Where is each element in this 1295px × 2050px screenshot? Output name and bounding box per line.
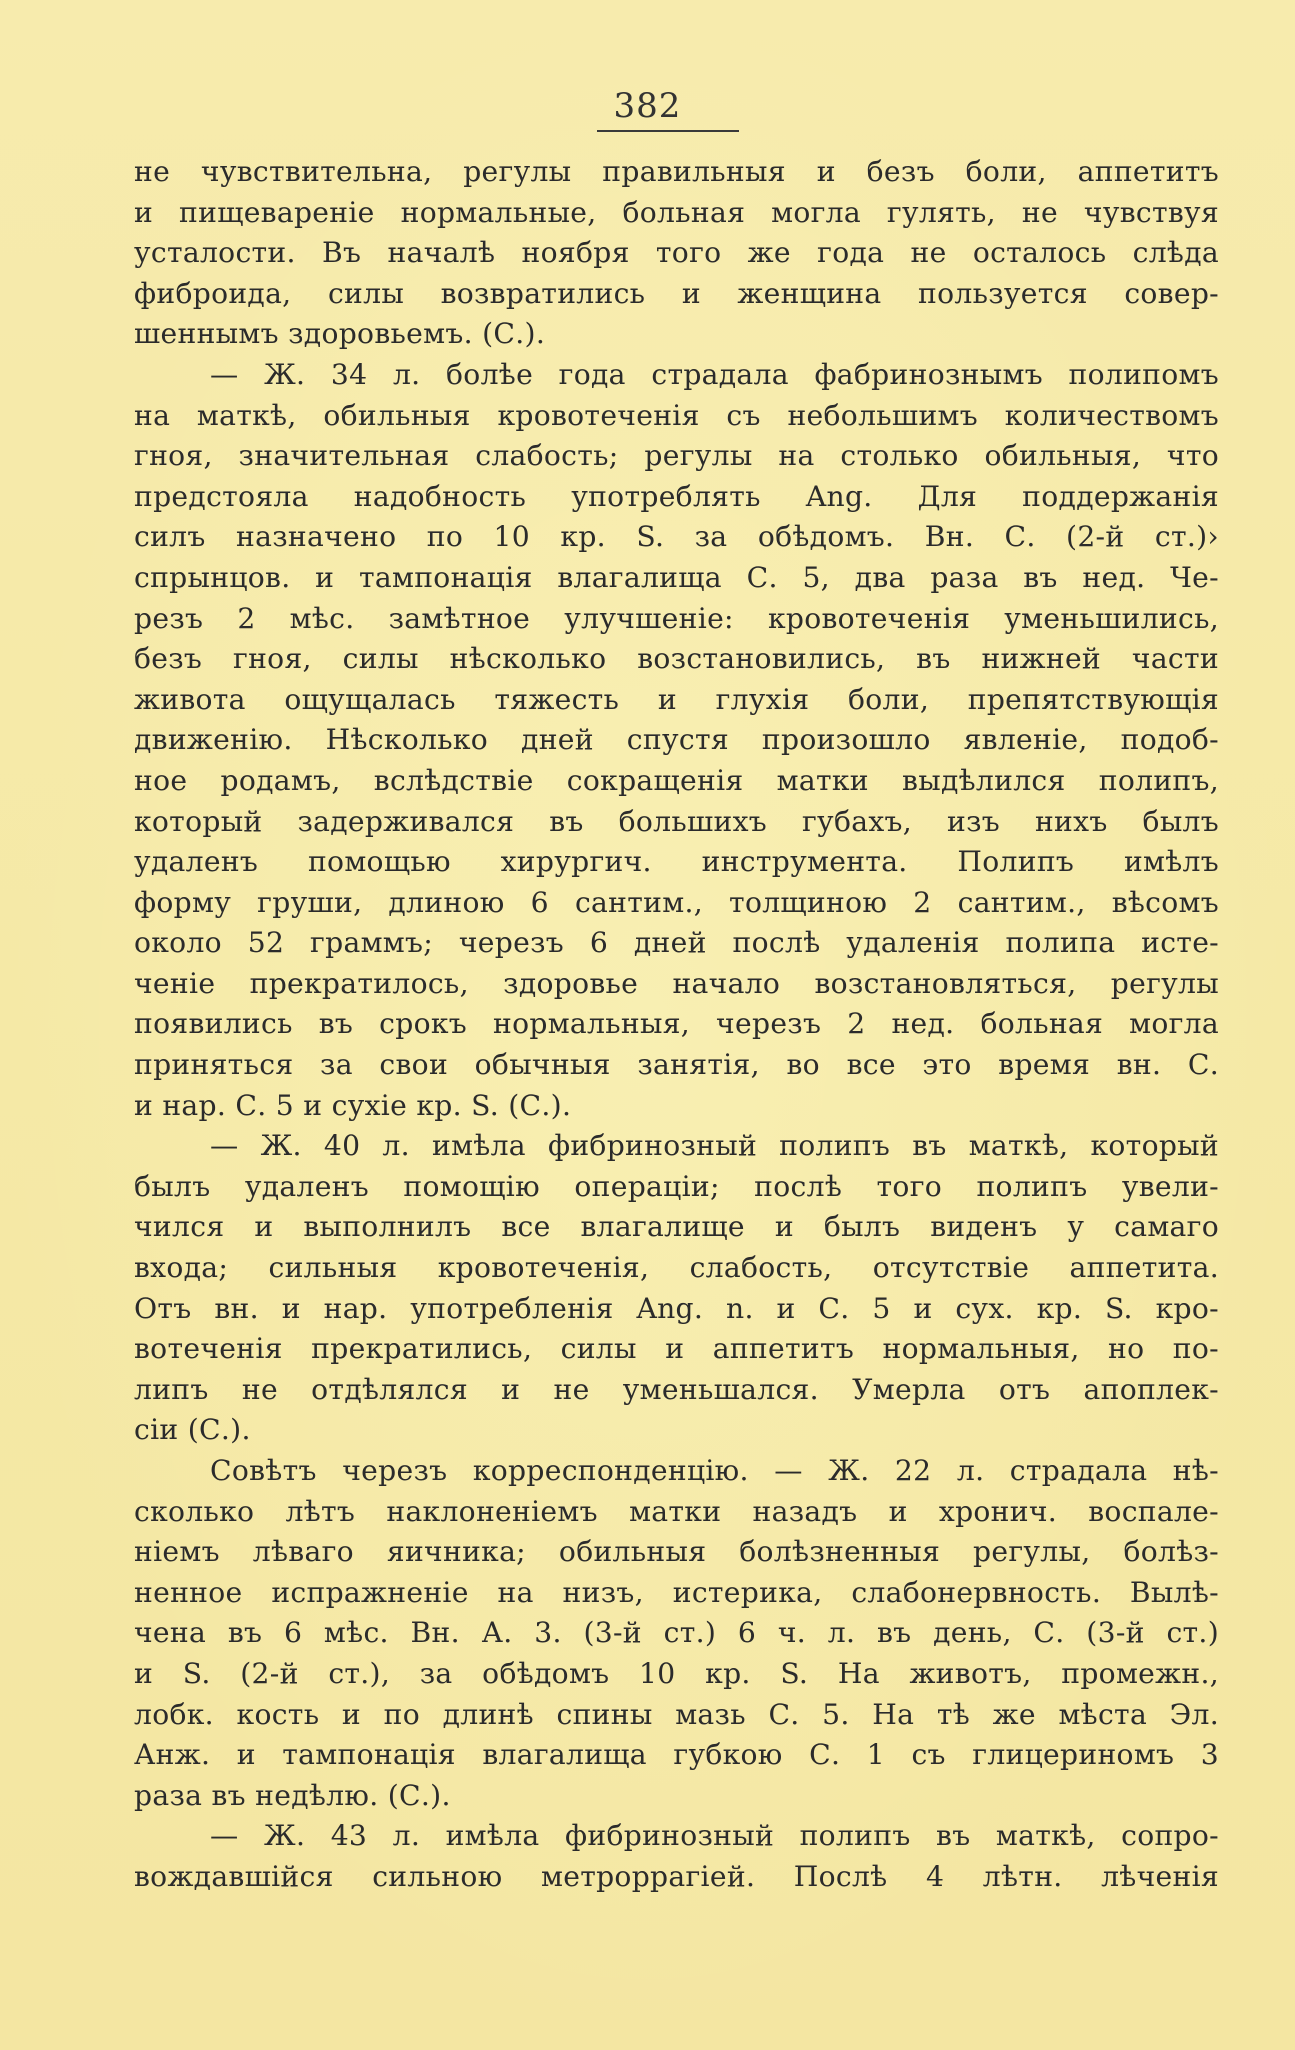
- text-line: [134, 1492, 1219, 1533]
- text-line-content: Отъ вн. и нар. употребленія Ang. n. и С. 5 и сух. кр. S. кро-: [134, 1291, 1219, 1325]
- text-line: [134, 1004, 1219, 1045]
- text-line: [134, 720, 1219, 761]
- text-line-content: Анж. и тампонація влагалища губкою С. 1 съ глицериномъ 3: [134, 1738, 1219, 1772]
- text-line: [134, 1045, 1219, 1086]
- text-line: [134, 1451, 1219, 1492]
- text-line: [134, 1167, 1219, 1208]
- text-line-content: приняться за свои обычныя занятія, во все это время вн. С.: [134, 1048, 1219, 1082]
- text-line-content: предстояла надобность употреблять Ang. Для поддержанія: [134, 479, 1219, 513]
- text-line-content: чился и выполнилъ все влагалище и былъ виденъ у самаго: [134, 1210, 1219, 1244]
- text-line-content: — Ж. 40 л. имѣла фибринозный полипъ въ маткѣ, который: [210, 1129, 1219, 1163]
- text-line-content: ніемъ лѣваго яичника; обильныя болѣзненныя регулы, болѣз-: [134, 1535, 1219, 1569]
- text-line-content: форму груши, длиною 6 сантим., толщиною 2 сантим., вѣсомъ: [134, 885, 1219, 919]
- text-line-content: сіи (С.).: [134, 1413, 251, 1447]
- text-line-content: ное родамъ, вслѣдствіе сокращенія матки выдѣлился полипъ,: [134, 763, 1219, 797]
- text-line: [134, 558, 1219, 599]
- text-line-content: безъ гноя, силы нѣсколько возстановились, въ нижней части: [134, 642, 1219, 676]
- text-line-content: вотеченія прекратились, силы и аппетитъ нормальныя, но по-: [134, 1332, 1219, 1366]
- text-line: [134, 193, 1219, 234]
- text-line: [134, 1086, 1219, 1127]
- text-line: [134, 396, 1219, 437]
- text-line-content: лобк. кость и по длинѣ спины мазь С. 5. На тѣ же мѣста Эл.: [134, 1697, 1219, 1731]
- text-line: [134, 233, 1219, 274]
- header-rule: [597, 130, 739, 132]
- text-line: [134, 1410, 1219, 1451]
- text-line-content: ченіе прекратилось, здоровье начало возстановляться, регулы: [134, 966, 1219, 1000]
- text-line-content: шеннымъ здоровьемъ. (С.).: [134, 317, 546, 351]
- text-line: [134, 1857, 1219, 1898]
- text-line-content: входа; сильныя кровотеченія, слабость, отсутствіе аппетита.: [134, 1251, 1219, 1285]
- text-line: [134, 639, 1219, 680]
- text-line-content: сколько лѣтъ наклоненіемъ матки назадъ и хронич. воспале-: [134, 1494, 1219, 1528]
- text-line: [134, 923, 1219, 964]
- text-line: [134, 517, 1219, 558]
- text-line: [134, 1248, 1219, 1289]
- text-line-content: около 52 граммъ; черезъ 6 дней послѣ удаленія полипа исте-: [134, 926, 1219, 960]
- text-line-content: и S. (2-й ст.), за обѣдомъ 10 кр. S. На животъ, промежн.,: [134, 1656, 1219, 1690]
- text-line-content: вождавшійся сильною метроррагіей. Послѣ 4 лѣтн. лѣченія: [134, 1859, 1219, 1893]
- text-line-content: не чувствительна, регулы правильныя и безъ боли, аппетитъ: [134, 155, 1219, 188]
- text-line: [134, 1532, 1219, 1573]
- text-line: [134, 1816, 1219, 1857]
- text-line: [134, 355, 1219, 396]
- text-line: [134, 761, 1219, 802]
- text-line-content: фиброида, силы возвратились и женщина пользуется совер-: [134, 276, 1219, 310]
- text-line: [134, 274, 1219, 315]
- text-line: [134, 1207, 1219, 1248]
- text-line-content: движенію. Нѣсколько дней спустя произошло явленіе, подоб-: [134, 723, 1219, 757]
- text-line: [134, 680, 1219, 721]
- text-line-content: резъ 2 мѣс. замѣтное улучшеніе: кровотеченія уменьшились,: [134, 601, 1219, 635]
- text-line: [134, 1613, 1219, 1654]
- text-line: [134, 1573, 1219, 1614]
- page-number: 382: [613, 86, 682, 126]
- text-line-content: силъ назначено по 10 кр. S. за обѣдомъ. Вн. С. (2-й ст.)›: [134, 520, 1219, 554]
- text-line: [134, 1695, 1219, 1736]
- text-line-content: раза въ недѣлю. (С.).: [134, 1778, 451, 1812]
- text-line-content: появились въ срокъ нормальныя, черезъ 2 нед. больная могла: [134, 1007, 1219, 1041]
- text-line: [134, 152, 1219, 193]
- text-line: [134, 477, 1219, 518]
- text-line: [134, 1654, 1219, 1695]
- text-line: [134, 314, 1219, 355]
- text-line-content: удаленъ помощью хирургич. инструмента. Полипъ имѣлъ: [134, 845, 1219, 879]
- text-line: [134, 883, 1219, 924]
- text-line-content: который задерживался въ большихъ губахъ, изъ нихъ былъ: [134, 804, 1219, 838]
- text-line-content: на маткѣ, обильныя кровотеченія съ небольшимъ количествомъ: [134, 398, 1219, 432]
- text-line-content: ненное испражненіе на низъ, истерика, слабонервность. Вылѣ-: [134, 1575, 1219, 1609]
- text-line-content: и пищевареніе нормальные, больная могла гулять, не чувствуя: [134, 195, 1219, 229]
- text-line: [134, 964, 1219, 1005]
- text-line: [134, 842, 1219, 883]
- text-line: [134, 1289, 1219, 1330]
- text-line: [134, 599, 1219, 640]
- text-line-content: липъ не отдѣлялся и не уменьшался. Умерла отъ апоплек-: [134, 1372, 1219, 1406]
- text-line: [134, 436, 1219, 477]
- text-line-content: Совѣтъ черезъ корреспонденцію. — Ж. 22 л. страдала нѣ-: [210, 1454, 1219, 1487]
- text-line: [134, 802, 1219, 843]
- text-line-content: — Ж. 43 л. имѣла фибринозный полипъ въ маткѣ, сопро-: [210, 1819, 1219, 1853]
- text-line-content: усталости. Въ началѣ ноября того же года не осталось слѣда: [134, 236, 1219, 270]
- text-line: [134, 1735, 1219, 1776]
- text-line-content: живота ощущалась тяжесть и глухія боли, препятствующія: [134, 682, 1219, 716]
- text-line-content: и нар. С. 5 и сухіе кр. S. (С.).: [134, 1088, 572, 1122]
- text-line-content: былъ удаленъ помощію операціи; послѣ того полипъ увели-: [134, 1169, 1219, 1203]
- text-line-content: спрынцов. и тампонація влагалища С. 5, два раза въ нед. Че-: [134, 560, 1219, 594]
- body-text: [134, 152, 1219, 1898]
- text-line-content: гноя, значительная слабость; регулы на столько обильныя, что: [134, 439, 1219, 473]
- text-line: [134, 1126, 1219, 1167]
- text-line: [134, 1329, 1219, 1370]
- text-line: [134, 1370, 1219, 1411]
- text-line-content: чена въ 6 мѣс. Вн. А. 3. (3-й ст.) 6 ч. л. въ день, С. (3-й ст.): [134, 1616, 1219, 1650]
- text-line-content: — Ж. 34 л. болѣе года страдала фабринознымъ полипомъ: [210, 357, 1219, 391]
- text-line: [134, 1776, 1219, 1817]
